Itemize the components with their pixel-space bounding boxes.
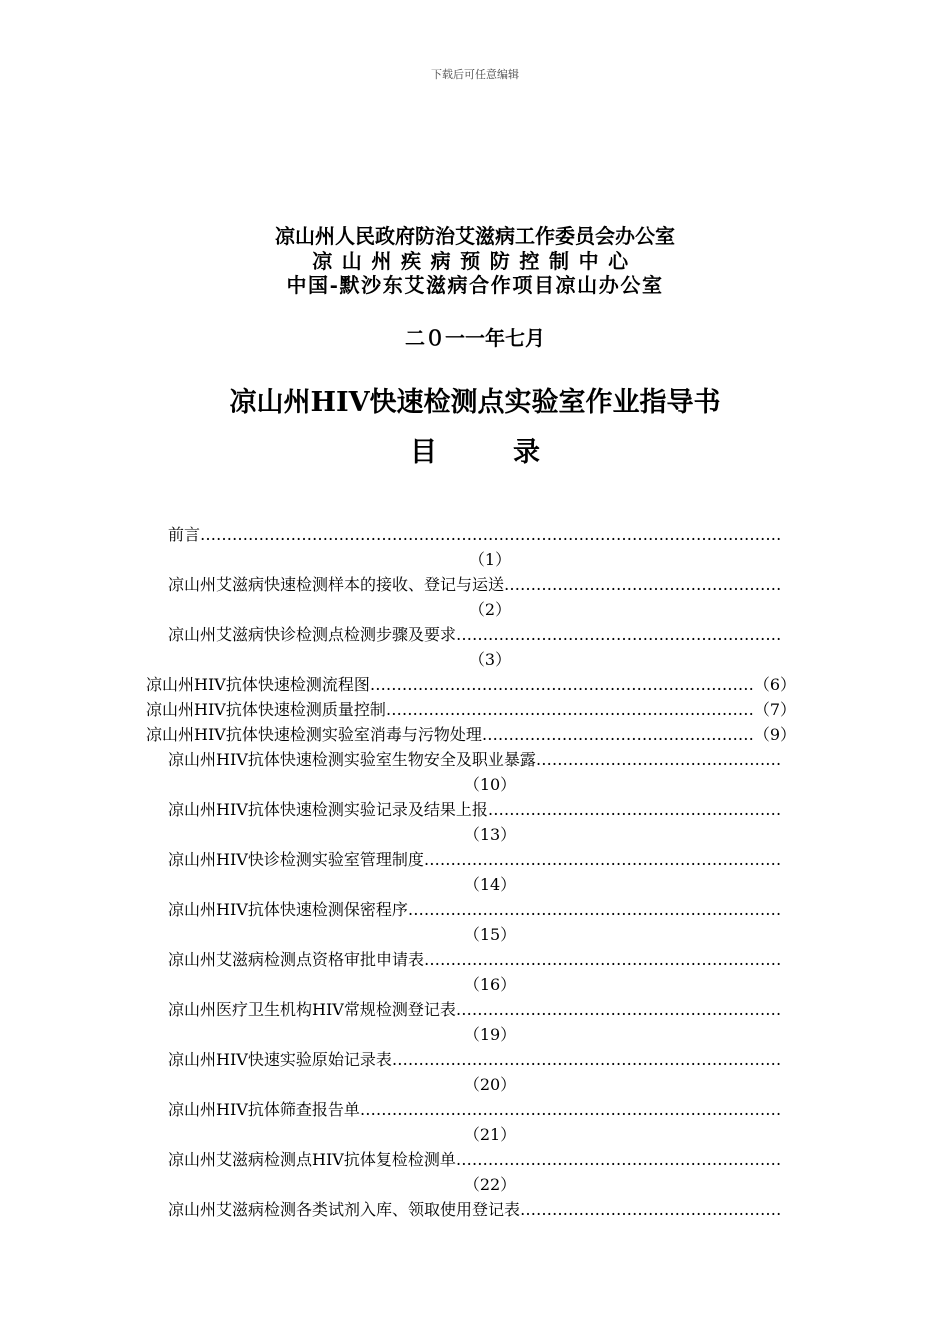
toc-leader <box>360 1100 780 1119</box>
toc-entry[interactable] <box>0 947 950 997</box>
toc-leader <box>456 625 780 644</box>
toc-entry[interactable] <box>0 1197 950 1222</box>
toc-heading <box>0 430 950 469</box>
toc-entry[interactable] <box>0 622 950 672</box>
toc-entry-text: 凉山州艾滋病检测点HIV抗体复检检测单 <box>168 1150 456 1169</box>
toc-entry-text: 凉山州医疗卫生机构HIV常规检测登记表 <box>168 1000 456 1019</box>
toc-entry[interactable] <box>0 797 950 847</box>
toc-entry-page: （14） <box>463 875 517 894</box>
toc-entry-text: 凉山州HIV抗体快速检测流程图 <box>146 675 370 694</box>
toc-entry-page: （2） <box>468 600 512 619</box>
toc-entry-text: 凉山州艾滋病快速检测样本的接收、登记与运送 <box>168 575 505 594</box>
toc-entry[interactable] <box>0 722 950 747</box>
toc-leader <box>424 950 780 969</box>
toc-entry-page: （13） <box>463 825 517 844</box>
toc-entry-page: （1） <box>468 550 512 569</box>
toc-leader <box>482 722 754 747</box>
toc-entry[interactable] <box>0 847 950 897</box>
toc-leader <box>488 800 780 819</box>
toc-entry-page: （10） <box>463 775 517 794</box>
toc-leader <box>392 1050 780 1069</box>
toc-entry[interactable] <box>0 672 950 697</box>
watermark: 下载后可任意编辑 <box>431 68 519 81</box>
toc-entry[interactable] <box>0 697 950 722</box>
toc-leader <box>408 900 780 919</box>
toc-heading-right: 录 <box>513 437 540 468</box>
toc-leader <box>504 575 780 594</box>
toc-entry[interactable] <box>0 1097 950 1147</box>
toc-entry-page: （6） <box>753 675 796 694</box>
toc-entry[interactable] <box>0 572 950 622</box>
toc-entry-page: （20） <box>463 1075 517 1094</box>
toc-entry-text: 凉山州HIV抗体快速检测实验室生物安全及职业暴露 <box>168 750 536 769</box>
toc-leader <box>520 1200 780 1219</box>
toc-entry-text: 凉山州艾滋病检测各类试剂入库、领取使用登记表 <box>168 1200 521 1219</box>
toc-entry-text: 凉山州HIV抗体快速检测质量控制 <box>146 700 386 719</box>
toc-entry-text: 凉山州HIV快速实验原始记录表 <box>168 1050 392 1069</box>
document-title: 凉山州HIV快速检测点实验室作业指导书 <box>229 387 721 418</box>
toc-entry-page: （15） <box>463 925 517 944</box>
toc-entry-page: （3） <box>468 650 512 669</box>
toc-entry-page: （7） <box>753 700 796 719</box>
toc-entry-text: 凉山州HIV抗体快速检测实验室消毒与污物处理 <box>146 725 482 744</box>
toc-entry-text: 凉山州HIV快诊检测实验室管理制度 <box>168 850 424 869</box>
toc-entry-text: 凉山州HIV抗体快速检测保密程序 <box>168 900 408 919</box>
toc-entry-text: 前言 <box>168 525 201 544</box>
table-of-contents <box>0 522 950 1222</box>
toc-entry-page: （19） <box>463 1025 517 1044</box>
toc-leader <box>370 672 754 697</box>
toc-entry[interactable] <box>0 522 950 572</box>
toc-leader <box>200 525 780 544</box>
toc-entry[interactable] <box>0 897 950 947</box>
document-date: 二０一一年七月 <box>405 326 545 350</box>
toc-entry[interactable] <box>0 747 950 797</box>
toc-entry-page: （16） <box>463 975 517 994</box>
org-line-3: 中国-默沙东艾滋病合作项目凉山办公室 <box>286 273 664 297</box>
toc-entry-text: 凉山州艾滋病快诊检测点检测步骤及要求 <box>168 625 457 644</box>
toc-entry-text: 凉山州HIV抗体筛查报告单 <box>168 1100 360 1119</box>
toc-leader <box>456 1150 780 1169</box>
toc-leader <box>456 1000 780 1019</box>
toc-entry-page: （9） <box>753 725 796 744</box>
toc-heading-left: 目 <box>410 437 437 468</box>
toc-leader <box>424 850 780 869</box>
toc-entry[interactable] <box>0 1047 950 1097</box>
toc-entry-page: （22） <box>463 1175 517 1194</box>
org-line-1: 凉山州人民政府防治艾滋病工作委员会办公室 <box>275 224 675 248</box>
toc-entry-text: 凉山州HIV抗体快速检测实验记录及结果上报 <box>168 800 488 819</box>
toc-entry[interactable] <box>0 1147 950 1197</box>
toc-entry-page: （21） <box>463 1125 517 1144</box>
toc-entry-text: 凉山州艾滋病检测点资格审批申请表 <box>168 950 425 969</box>
toc-entry[interactable] <box>0 997 950 1047</box>
toc-leader <box>536 750 780 769</box>
toc-leader <box>386 697 754 722</box>
org-line-2: 凉山州疾病预防控制中心 <box>312 249 638 273</box>
